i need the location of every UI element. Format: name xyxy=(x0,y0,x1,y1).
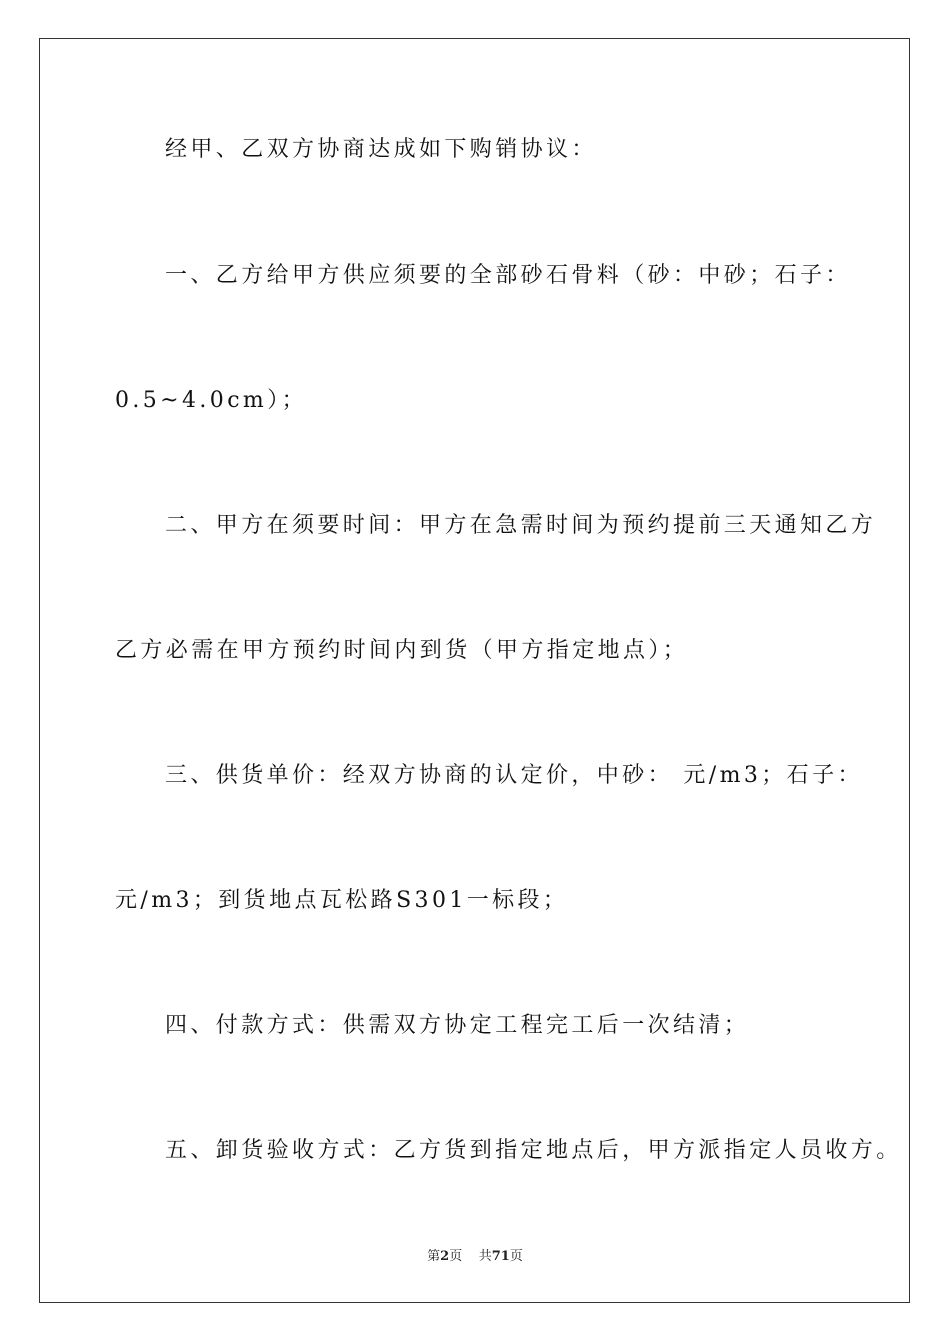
clause-four: 四、付款方式：供需双方协定工程完工后一次结清； xyxy=(165,1013,750,1038)
total-pages: 71 xyxy=(491,1249,510,1264)
clause-five: 五、卸货验收方式：乙方货到指定地点后，甲方派指定人员收方。 xyxy=(165,1138,902,1163)
total-label-suffix: 页 xyxy=(509,1249,523,1264)
page-footer xyxy=(0,1248,950,1266)
clause-one-line-1: 一、乙方给甲方供应须要的全部砂石骨料（砂：中砂；石子： xyxy=(165,263,851,288)
clause-three-line-1: 三、供货单价：经双方协商的认定价，中砂： 元/m3；石子： xyxy=(165,763,863,788)
total-label-prefix: 共 xyxy=(478,1249,492,1264)
clause-two-line-1: 二、甲方在须要时间：甲方在急需时间为预约提前三天通知乙方 xyxy=(165,513,877,538)
clause-three-line-2: 元/m3；到货地点瓦松路S301一标段； xyxy=(115,888,569,913)
page-number: 2 xyxy=(440,1249,450,1264)
clause-one-line-2: 0.5~4.0cm）； xyxy=(115,388,307,413)
page-label-suffix: 页 xyxy=(449,1249,463,1264)
clause-two-line-2: 乙方必需在甲方预约时间内到货（甲方指定地点）； xyxy=(115,638,689,663)
intro-paragraph: 经甲、乙双方协商达成如下购销协议： xyxy=(165,137,597,162)
page-label-prefix: 第 xyxy=(427,1249,441,1264)
page-border xyxy=(39,38,910,1303)
